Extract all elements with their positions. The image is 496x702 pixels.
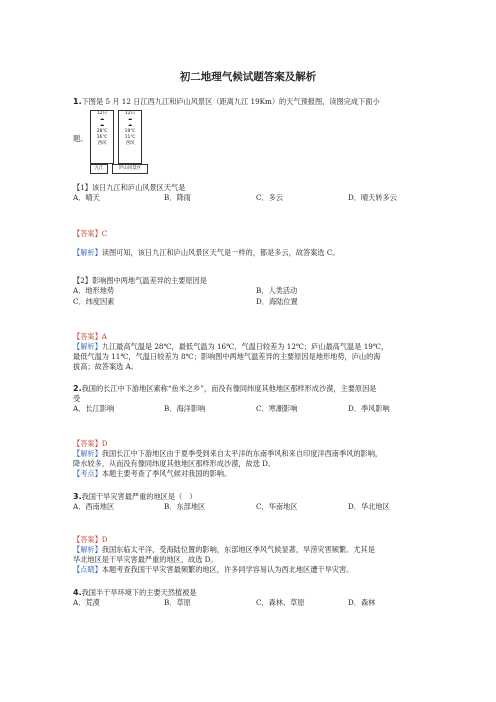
analysis-1 xyxy=(73,248,433,258)
option-a[interactable]: A．长江影响 xyxy=(73,404,115,414)
forecast-lushan-column xyxy=(118,110,142,164)
analysis-label: 【解析】 xyxy=(73,248,102,257)
option-b[interactable]: B．草原 xyxy=(164,598,191,608)
question-stem: 我国的长江中下游地区素称“鱼米之乡”，而没有像同纬度其他地区那样形成沙漠，主要原因是 xyxy=(81,384,377,393)
high-temp: 19℃ xyxy=(124,129,136,135)
analysis-line: 降水较多，从而没有像同纬度其他地区那样形成沙漠，故选 D。 xyxy=(73,459,276,469)
analysis-line: 九江最高气温是 28℃，最低气温为 16℃，气温日较差为 12℃；庐山最高气温是 19℃， xyxy=(101,342,389,351)
option-b[interactable]: B．海洋影响 xyxy=(164,404,206,414)
sub-question-1 xyxy=(73,183,433,204)
analysis-q2 xyxy=(73,449,433,479)
question-stem: 我国半干旱环境下的主要天然植被是 xyxy=(81,588,197,597)
question-number: 3. xyxy=(73,492,82,501)
option-d[interactable]: D．华北地区 xyxy=(348,502,390,512)
sub-question-stem: 【1】该日九江和庐山风景区天气是 xyxy=(73,183,186,192)
point-label: 【点睛】 xyxy=(73,565,102,575)
cloud-icon: ☁ xyxy=(127,123,133,129)
analysis-label: 【解析】 xyxy=(73,545,102,554)
option-c[interactable]: C．寒潮影响 xyxy=(256,404,298,414)
question-number: 2. xyxy=(73,384,82,393)
option-b[interactable]: B．降雨 xyxy=(164,193,191,203)
analysis-line: 华北地区是干旱灾害最严重的地区，故选 D。 xyxy=(73,555,218,565)
analysis-2 xyxy=(73,342,433,372)
question-stem-end: 题。 xyxy=(73,134,88,143)
option-d[interactable]: D．季风影响 xyxy=(348,404,390,414)
analysis-q3 xyxy=(73,545,433,575)
question-stem: 下图是 5 月 12 日江西九江和庐山风景区（距离九江 19Km）的天气预报图，读图完成下面小 xyxy=(81,97,380,106)
question-number: 4. xyxy=(73,588,82,597)
forecast-date: 12日 xyxy=(124,111,136,116)
option-b[interactable]: B．人类活动 xyxy=(256,286,298,296)
option-c[interactable]: C．华南地区 xyxy=(256,502,298,512)
low-temp: 16℃ xyxy=(96,135,108,141)
analysis-line: 我国长江中下游地区由于夏季受到来自太平洋的东南季风和来自印度洋西南季风的影响， xyxy=(101,449,383,458)
option-a[interactable]: A．晴天 xyxy=(73,193,100,203)
option-d[interactable]: D．晴天转多云 xyxy=(348,193,397,203)
question-1 xyxy=(73,96,433,107)
analysis-text: 读图可知，该日九江和庐山风景区天气是一样的，都是多云，故答案选 C。 xyxy=(101,248,340,257)
options xyxy=(73,404,433,415)
high-temp: 28℃ xyxy=(96,129,108,135)
answer-1: 【答案】C xyxy=(73,229,108,238)
analysis-line: 我国东临太平洋，受海陆位置的影响，东部地区季风气候显著，旱涝灾害频繁。尤其是 xyxy=(101,545,375,554)
page-title: 初二地理气候试题答案及解析 xyxy=(179,71,317,83)
low-temp: 11℃ xyxy=(124,135,136,141)
answer-2: 【答案】A xyxy=(73,332,107,341)
point-text: 本题主要考查了季风气候对我国的影响。 xyxy=(101,469,232,479)
answer-q3: 【答案】D xyxy=(73,535,108,544)
cloud-icon: ☁ xyxy=(99,117,105,123)
cloud-icon: ☁ xyxy=(99,123,105,129)
option-b[interactable]: B．东部地区 xyxy=(164,502,206,512)
option-c[interactable]: C．多云 xyxy=(256,193,284,203)
option-a[interactable]: A．地形地势 xyxy=(73,286,115,296)
options xyxy=(73,598,433,609)
option-d[interactable]: D．海陆位置 xyxy=(256,297,298,307)
forecast-date: 12日 xyxy=(96,111,108,116)
caption-jiujiang: 九江 xyxy=(90,164,108,174)
options-row-1 xyxy=(73,286,433,297)
options-row-2 xyxy=(73,297,433,308)
analysis-label: 【解析】 xyxy=(73,449,102,458)
analysis-line: 最低气温为 11℃，气温日较差为 8℃；影响图中两地气温差异的主要原因是地形地势，庐山的海 xyxy=(73,352,381,362)
caption-lushan: 庐山风景区 xyxy=(112,164,148,174)
answer-q2: 【答案】D xyxy=(73,439,108,448)
analysis-line: 拔高；故答案选 A。 xyxy=(73,362,138,372)
forecast-jiujiang-column xyxy=(90,110,114,164)
question-stem-end: 受 xyxy=(73,394,81,404)
option-c[interactable]: C．森林、草原 xyxy=(256,598,305,608)
sub-question-stem: 【2】影响图中两地气温差异的主要原因是 xyxy=(73,276,207,285)
weather-forecast-image xyxy=(90,110,146,174)
point-text: 本题考查我国干旱灾害最频繁的地区，许多同学容易认为西北地区遭干旱灾害。 xyxy=(101,565,354,575)
analysis-label: 【解析】 xyxy=(73,342,102,351)
option-d[interactable]: D．森林 xyxy=(348,598,376,608)
point-label: 【考点】 xyxy=(73,469,102,479)
option-a[interactable]: A．西南地区 xyxy=(73,502,115,512)
option-a[interactable]: A．荒漠 xyxy=(73,598,100,608)
question-4 xyxy=(73,587,433,609)
wind: 西风 xyxy=(97,141,107,147)
wind: 西风 xyxy=(125,141,135,147)
sub-question-2 xyxy=(73,276,433,308)
question-number: 1. xyxy=(73,97,82,106)
cloud-icon: ☁ xyxy=(127,117,133,123)
question-2 xyxy=(73,383,433,415)
option-c[interactable]: C．纬度因素 xyxy=(73,297,115,307)
question-stem: 我国干旱灾害最严重的地区是（ ） xyxy=(81,492,197,501)
options xyxy=(73,502,433,513)
question-3 xyxy=(73,491,433,513)
options xyxy=(73,193,433,204)
